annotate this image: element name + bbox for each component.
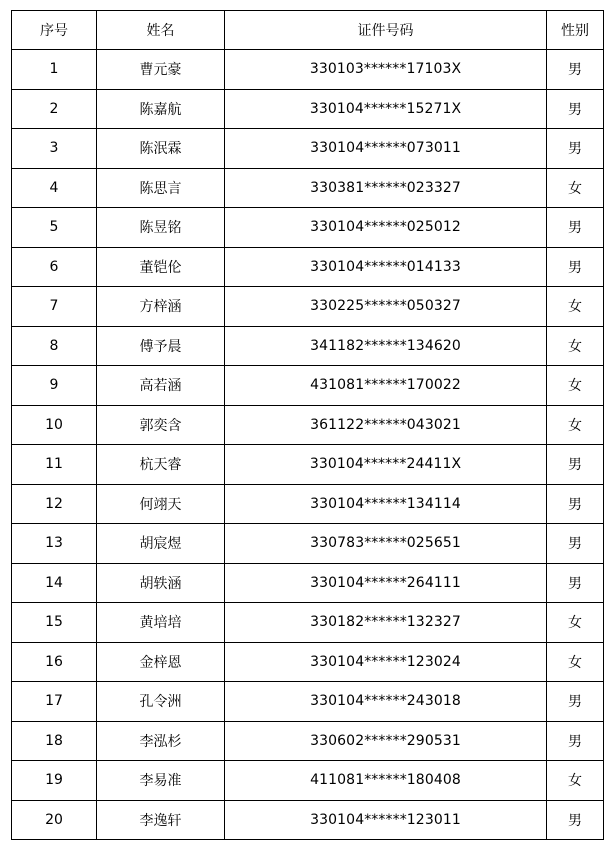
cell-serial-number: 2	[12, 89, 97, 129]
table-header	[12, 11, 604, 50]
cell-name: 陈嘉航	[97, 89, 225, 129]
cell-serial-number: 8	[12, 326, 97, 366]
cell-id-number: 361122******043021	[225, 405, 547, 445]
cell-name: 董铠伦	[97, 247, 225, 287]
table-row	[12, 484, 604, 524]
cell-name: 方梓涵	[97, 287, 225, 327]
table-row	[12, 682, 604, 722]
cell-gender: 男	[547, 682, 604, 722]
header-gender: 性别	[547, 11, 604, 50]
cell-serial-number: 12	[12, 484, 97, 524]
cell-id-number: 330104******134114	[225, 484, 547, 524]
cell-id-number: 330104******24411X	[225, 445, 547, 485]
cell-id-number: 330104******014133	[225, 247, 547, 287]
cell-gender: 男	[547, 445, 604, 485]
table-row	[12, 405, 604, 445]
cell-id-number: 330104******15271X	[225, 89, 547, 129]
cell-gender: 男	[547, 800, 604, 840]
cell-gender: 女	[547, 326, 604, 366]
cell-name: 孔令洲	[97, 682, 225, 722]
cell-id-number: 330182******132327	[225, 603, 547, 643]
cell-name: 陈昱铭	[97, 208, 225, 248]
table-row	[12, 524, 604, 564]
table-row	[12, 445, 604, 485]
cell-serial-number: 1	[12, 50, 97, 90]
cell-serial-number: 9	[12, 366, 97, 406]
cell-gender: 男	[547, 563, 604, 603]
cell-name: 黄培培	[97, 603, 225, 643]
table-row	[12, 563, 604, 603]
cell-name: 李易准	[97, 761, 225, 801]
cell-gender: 女	[547, 642, 604, 682]
cell-name: 杭天睿	[97, 445, 225, 485]
cell-name: 高若涵	[97, 366, 225, 406]
table-row	[12, 50, 604, 90]
table-body	[12, 50, 604, 840]
cell-serial-number: 18	[12, 721, 97, 761]
cell-serial-number: 11	[12, 445, 97, 485]
cell-gender: 女	[547, 761, 604, 801]
cell-name: 金梓恩	[97, 642, 225, 682]
cell-name: 陈思言	[97, 168, 225, 208]
cell-id-number: 330104******073011	[225, 129, 547, 169]
cell-serial-number: 13	[12, 524, 97, 564]
cell-serial-number: 4	[12, 168, 97, 208]
table-row	[12, 89, 604, 129]
cell-gender: 男	[547, 484, 604, 524]
cell-name: 李逸轩	[97, 800, 225, 840]
student-roster-table	[11, 10, 604, 840]
cell-name: 何翊天	[97, 484, 225, 524]
table-row	[12, 168, 604, 208]
cell-name: 胡宸煜	[97, 524, 225, 564]
cell-id-number: 330104******243018	[225, 682, 547, 722]
cell-name: 陈泯霖	[97, 129, 225, 169]
cell-id-number: 411081******180408	[225, 761, 547, 801]
cell-gender: 男	[547, 129, 604, 169]
cell-id-number: 330783******025651	[225, 524, 547, 564]
cell-gender: 女	[547, 603, 604, 643]
cell-gender: 男	[547, 50, 604, 90]
table-row	[12, 247, 604, 287]
cell-gender: 女	[547, 287, 604, 327]
cell-gender: 男	[547, 721, 604, 761]
header-serial-number: 序号	[12, 11, 97, 50]
cell-id-number: 330381******023327	[225, 168, 547, 208]
table-row	[12, 603, 604, 643]
header-row	[12, 11, 604, 50]
cell-id-number: 330104******123024	[225, 642, 547, 682]
table-row	[12, 642, 604, 682]
cell-gender: 男	[547, 524, 604, 564]
table-row	[12, 208, 604, 248]
roster-page	[11, 10, 603, 840]
header-id-number: 证件号码	[225, 11, 547, 50]
table-row	[12, 721, 604, 761]
cell-name: 李泓杉	[97, 721, 225, 761]
cell-id-number: 330104******025012	[225, 208, 547, 248]
cell-name: 曹元豪	[97, 50, 225, 90]
cell-id-number: 330103******17103X	[225, 50, 547, 90]
table-row	[12, 129, 604, 169]
cell-serial-number: 20	[12, 800, 97, 840]
cell-id-number: 431081******170022	[225, 366, 547, 406]
cell-serial-number: 17	[12, 682, 97, 722]
cell-id-number: 330104******123011	[225, 800, 547, 840]
header-name: 姓名	[97, 11, 225, 50]
table-row	[12, 800, 604, 840]
cell-id-number: 330104******264111	[225, 563, 547, 603]
cell-serial-number: 16	[12, 642, 97, 682]
cell-name: 郭奕含	[97, 405, 225, 445]
cell-serial-number: 15	[12, 603, 97, 643]
cell-gender: 男	[547, 89, 604, 129]
cell-gender: 男	[547, 247, 604, 287]
cell-gender: 女	[547, 405, 604, 445]
cell-serial-number: 14	[12, 563, 97, 603]
cell-id-number: 341182******134620	[225, 326, 547, 366]
table-row	[12, 326, 604, 366]
cell-gender: 女	[547, 366, 604, 406]
cell-gender: 男	[547, 208, 604, 248]
cell-id-number: 330225******050327	[225, 287, 547, 327]
cell-serial-number: 5	[12, 208, 97, 248]
table-row	[12, 366, 604, 406]
table-row	[12, 287, 604, 327]
cell-serial-number: 6	[12, 247, 97, 287]
cell-serial-number: 10	[12, 405, 97, 445]
table-row	[12, 761, 604, 801]
cell-serial-number: 19	[12, 761, 97, 801]
cell-gender: 女	[547, 168, 604, 208]
cell-name: 傅予晨	[97, 326, 225, 366]
cell-serial-number: 7	[12, 287, 97, 327]
cell-name: 胡轶涵	[97, 563, 225, 603]
cell-serial-number: 3	[12, 129, 97, 169]
cell-id-number: 330602******290531	[225, 721, 547, 761]
